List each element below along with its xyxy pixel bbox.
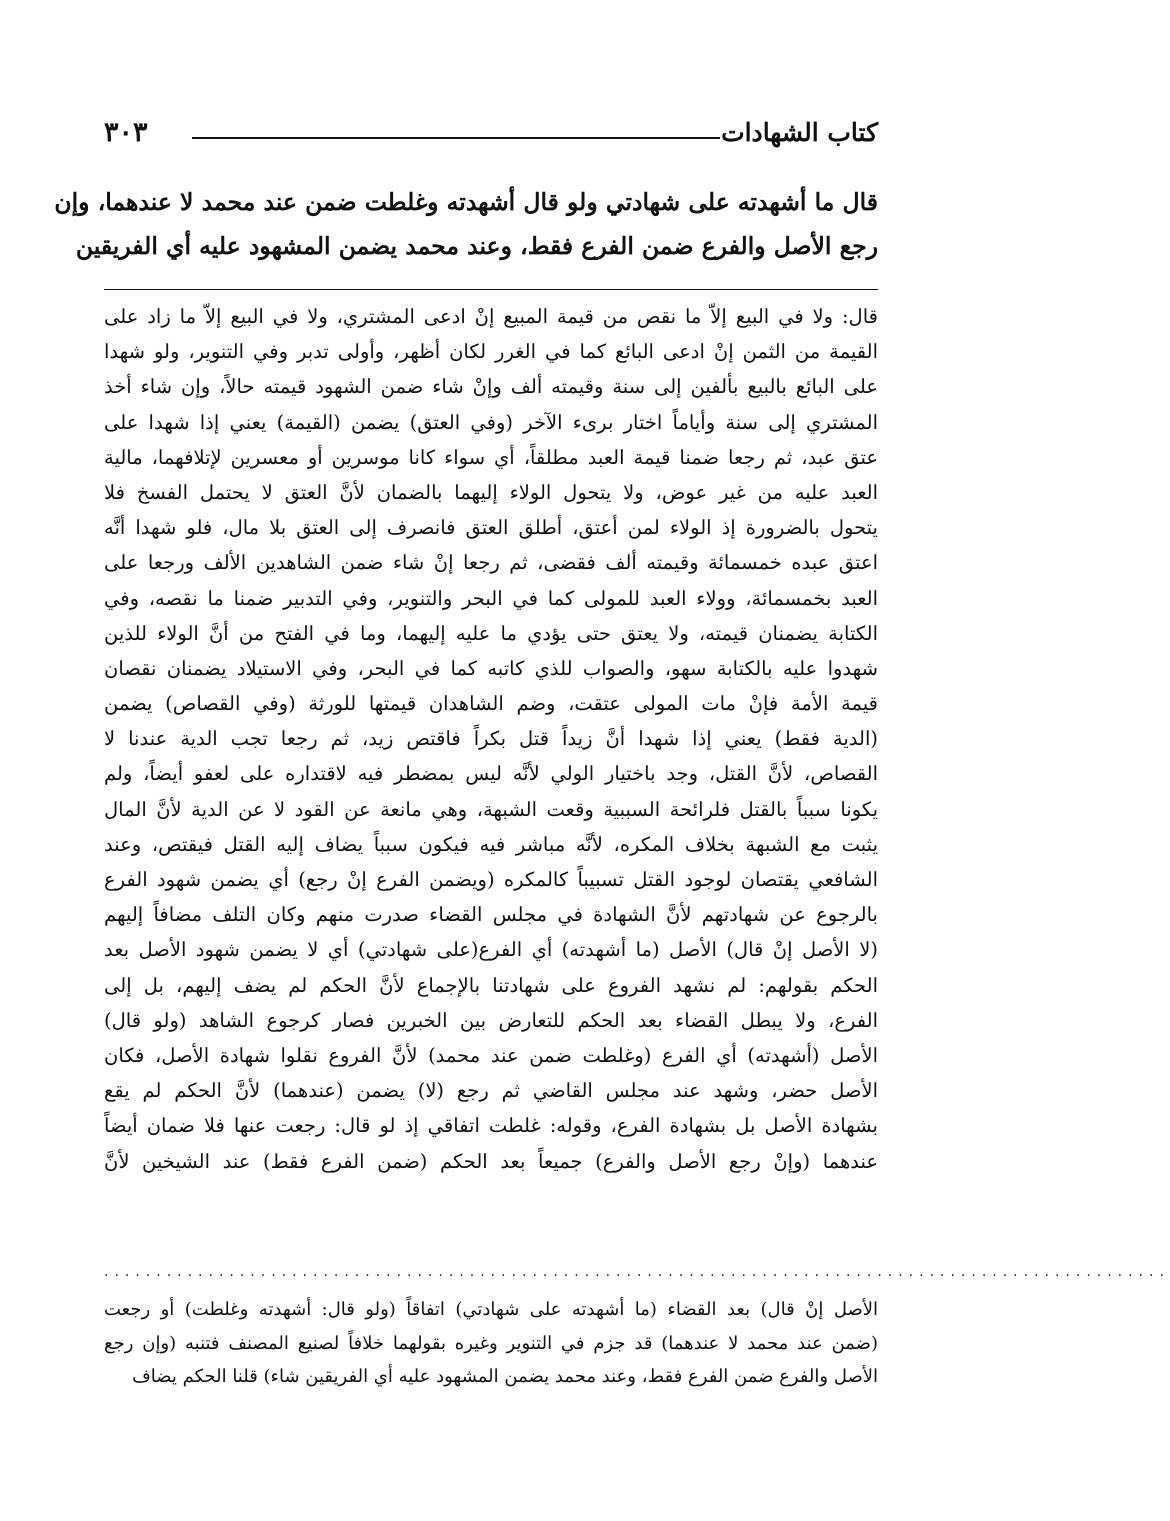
commentary-line: القيمة من الثمن إنْ ادعى البائع كما في الغرر لكان أظهر، وأولى تدبر وفي التنوير، ولو شهدا — [104, 340, 878, 364]
main-commentary-divider — [104, 289, 878, 290]
commentary-line: الحكم بقولهم: لم نشهد الفروع على شهادتنا بالإجماع لأنَّ الحكم لم يضف إليهم، بل إلى — [104, 973, 878, 997]
chapter-title: كتاب الشهادات — [721, 118, 878, 147]
commentary-line: الشافعي يقتصان لوجود القتل تسبيباً كالمكره (ويضمن الفرع إنْ رجع) أي يضمن شهود الفرع — [104, 868, 878, 891]
footnote-text — [104, 1293, 878, 1394]
footnote-separator: ...................................................................................................... — [104, 1264, 1170, 1280]
commentary-line: الأصل (أشهدته) أي الفرع (وغلطت ضمن عند محمد) لأنَّ الفروع نقلوا شهادة الأصل، فكان — [104, 1043, 878, 1067]
commentary-line: (لا الأصل إنْ قال) الأصل (ما أشهدته) أي الفرع(على شهادتي) أي لا يضمن شهود الأصل بعد — [104, 938, 878, 962]
commentary-line: القصاص، لأنَّ القتل، وجد باختيار الولي لأنَّه ليس بمضطر فيه لاقتداره على لعفو أيضاً، ولم — [104, 762, 878, 786]
commentary-line: الأصل حضر، وشهد عند مجلس القاضي ثم رجع (لا) يضمن (عندهما) لأنَّ الحكم لم يقع — [104, 1079, 878, 1103]
commentary-line: على البائع بالبيع بألفين إلى سنة وقيمته ألف وإنْ شاء ضمن الشهود قيمته حالاً، وإن شاء أخذ — [104, 375, 878, 399]
commentary-line: الفرع، ولا يبطل القضاء بعد الحكم للتعارض بين الخبرين فصار كرجوع الشاهد (ولو قال) — [104, 1008, 878, 1032]
commentary-line: بشهادة الأصل بل بشهادة الفرع، وقوله: غلطت اتفاقي إذ لو قال: رجعت عنها فلا ضمان أيضاً — [104, 1114, 878, 1138]
commentary-line: (الدية فقط) يعني إذا شهدا أنَّ زيداً قتل بكراً فاقتص زيد، ثم رجعا تجب الدية عندنا لا — [104, 727, 878, 751]
footnote-line: (ضمن عند محمد لا عندهما) قد جزم في التنوير وغيره بقولهما خلافاً لصنيع المصنف فتنبه (وإن رجع — [104, 1332, 878, 1354]
commentary-line: العبد بخمسمائة، وولاء العبد للمولى كما في البحر والتنوير، وفي التدبير ضمنا ما نقصه، وفي — [104, 586, 878, 610]
commentary-line: العبد عليه من غير عوض، ولا يتحول الولاء إليهما بالضمان لأنَّ العتق لا يحتمل الفسخ فلا — [104, 480, 878, 504]
commentary-line: يكونا سبباً بالقتل فلرائحة السببية وقعت الشبهة، وهي مانعة عن القود لا عن الدية لأنَّ المال — [104, 797, 878, 821]
commentary-line: عتق عبد، ثم رجعا ضمنا قيمة العبد مطلقاً، أي سواء كانا موسرين أو معسرين لإتلافهما، مالية — [104, 445, 878, 469]
header-rule — [192, 137, 720, 139]
footnote-line: الأصل والفرع ضمن الفرع فقط، وعند محمد يضمن المشهود عليه أي الفريقين شاء) قلنا الحكم يضاف — [132, 1366, 878, 1387]
commentary-line: قال: ولا في البيع إلاّ ما نقص من قيمة المبيع إنْ ادعى المشتري، ولا في البيع إلاّ ما زاد على — [104, 305, 878, 328]
footnote-line: الأصل إنْ قال) بعد القضاء (ما أشهدته على شهادتي) اتفاقاً (ولو قال: أشهدته وغلطت) أو رجعت — [104, 1299, 879, 1320]
commentary-line: المشتري إلى سنة وأياماً اختار برىء الآخر (وفي العتق) يضمن (القيمة) يعني إذا شهدا على — [104, 410, 878, 434]
commentary-line: الكتابة يضمنان قيمته، ولا يعتق حتى يؤدي ما عليه إليهما، وما في الفتح من أنَّ الولاء للذين — [104, 621, 878, 645]
page-number: ٣٠٣ — [104, 117, 148, 148]
commentary-line: شهدوا عليه بالكتابة سهو، والصواب للذي كاتبه كما في البحر، وفي الاستيلاد يضمنان نقصان — [104, 656, 878, 680]
commentary-line: عندهما (وإنْ رجع الأصل والفرع) جميعاً بعد الحكم (ضمن الفرع فقط) عند الشيخين لأنَّ — [104, 1149, 878, 1173]
running-header — [104, 116, 878, 150]
commentary-line: قيمة الأمة فإنْ مات المولى عتقت، وضم الشاهدان قيمتها للورثة (وفي القصاص) يضمن — [104, 692, 878, 716]
commentary-line: يثبت مع الشبهة بخلاف المكره، لأنَّه مباشر فيه فيكون سبباً يضاف إليه القتل فيقتص، وعند — [104, 832, 878, 856]
main-text-line: رجع الأصل والفرع ضمن الفرع فقط، وعند محمد يضمن المشهود عليه أي الفريقين — [75, 232, 878, 260]
commentary-line: اعتق عبده خمسمائة وقيمته ألف فقضى، ثم رجعا إنْ شاء ضمن الشاهدين الألف ورجعا على — [104, 551, 878, 575]
main-text — [54, 180, 878, 268]
commentary-line: بالرجوع عن شهادتهم لأنَّ الشهادة في مجلس القضاء صدرت منهم وكان التلف مضافاً إليهم — [104, 903, 878, 927]
commentary-line: يتحول بالضرورة إذ الولاء لمن أعتق، أطلق العتق فانصرف إلى العتق بلا مال، فلو شهدا أنَّه — [104, 516, 878, 540]
main-text-line: قال ما أشهدته على شهادتي ولو قال أشهدته وغلطت ضمن عند محمد لا عندهما، وإن — [54, 188, 878, 216]
commentary-text — [104, 299, 878, 1179]
